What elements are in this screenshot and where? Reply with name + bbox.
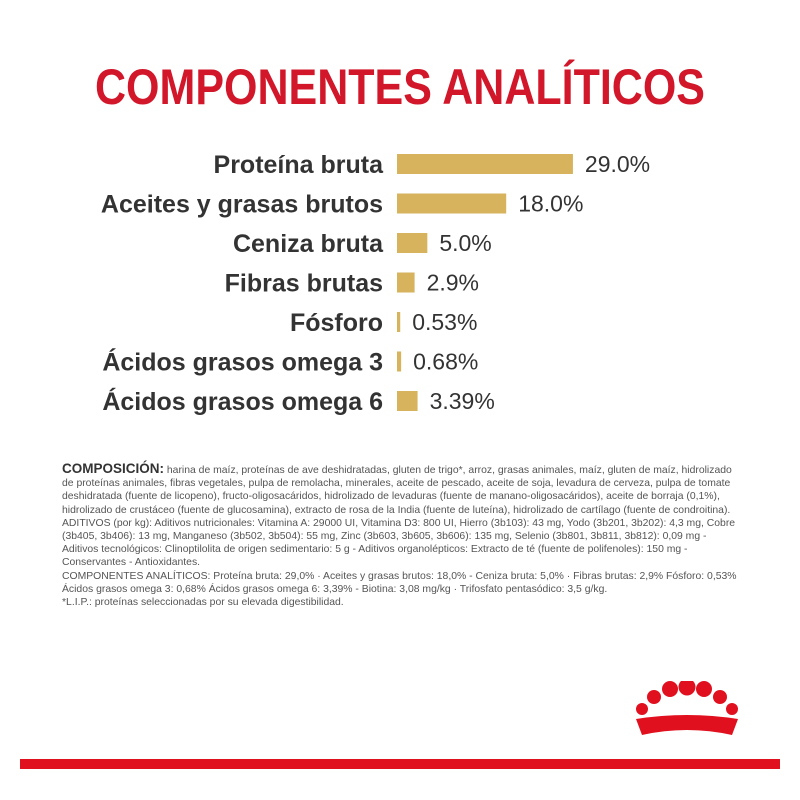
category-label: Fibras brutas (224, 269, 383, 298)
bar (397, 194, 506, 214)
analytics-paragraph: COMPONENTES ANALÍTICOS: Proteína bruta: 29,0% · Aceites y grasas brutos: 18,0% - Ceniza bruta: 5,0% · Fibras brutas: 2,9% Fósforo: 0,53% Ácidos grasos omega 3: 0,68% Ácidos grasos omega 6: 3,39% - Biotina: 3,08 mg/kg · Trifosfato pentasódico: 3,5 g/kg. (62, 570, 737, 595)
bar (397, 273, 415, 293)
bar (397, 233, 427, 253)
composition-lead-label: COMPOSICIÓN: (62, 461, 165, 476)
royal-crown-icon (632, 681, 742, 745)
value-label: 0.53% (412, 309, 478, 335)
composition-block (62, 462, 742, 609)
bar (397, 391, 418, 411)
bar (397, 154, 573, 174)
bar (397, 312, 400, 332)
value-label: 2.9% (426, 269, 480, 296)
composition-paragraph (62, 462, 742, 517)
category-label: Ácidos grasos omega 3 (102, 348, 383, 377)
value-label: 18.0% (518, 190, 584, 217)
composition-text: harina de maíz, proteínas de ave deshidratadas, gluten de trigo*, arroz, grasas animales, maíz, gluten de maíz, hidrolizado de proteínas animales, fibras vegetales, pulpa de remolacha, minerales, aceite de pescado, aceite de soja, levadura de cerveza, pulpa de tomate deshidratada (fuente de licopeno), fructo-oligosacáridos, hidrolizado de levaduras (fuente de manano-oligosacáridos), aceite de borraja (0,1%), hidrolizado de crustáceo (fuente de glucosamina), extracto de rosa de la India (fuente de luteína), hidrolizado de cartílago (fuente de condroitina). (62, 465, 732, 516)
value-label: 5.0% (439, 230, 492, 256)
nutrition-bar-chart (0, 140, 800, 450)
footnote-paragraph: *L.I.P.: proteínas seleccionadas por su elevada digestibilidad. (62, 597, 344, 609)
footer-band (20, 759, 780, 769)
value-label: 29.0% (584, 151, 651, 177)
category-label: Proteína bruta (213, 151, 383, 179)
value-label: 3.39% (429, 388, 495, 414)
category-label: Aceites y grasas brutos (100, 190, 383, 219)
value-label: 0.68% (413, 348, 479, 375)
additives-paragraph: ADITIVOS (por kg): Aditivos nutricionales: Vitamina A: 29000 UI, Vitamina D3: 800 UI, Hierro (3b103): 43 mg, Yodo (3b201, 3b202): 4,3 mg, Cobre (3b405, 3b406): 13 mg, Manganeso (3b502, 3b504): 55 mg, Zinc (3b603, 3b605, 3b606): 135 mg, Selenio (3b801, 3b811, 3b812): 0,09 mg - Aditivos tecnológicos: Clinoptilolita de origen sedimentario: 5 g - Aditivos organolépticos: Extracto de té (fuente de polifenoles): 150 mg - Conservantes - Antioxidantes. (62, 517, 736, 569)
category-label: Ácidos grasos omega 6 (102, 388, 383, 416)
category-label: Ceniza bruta (232, 230, 383, 258)
page-title: COMPONENTES ANALÍTICOS (95, 59, 705, 115)
category-label: Fósforo (289, 309, 383, 337)
bar (397, 352, 401, 372)
